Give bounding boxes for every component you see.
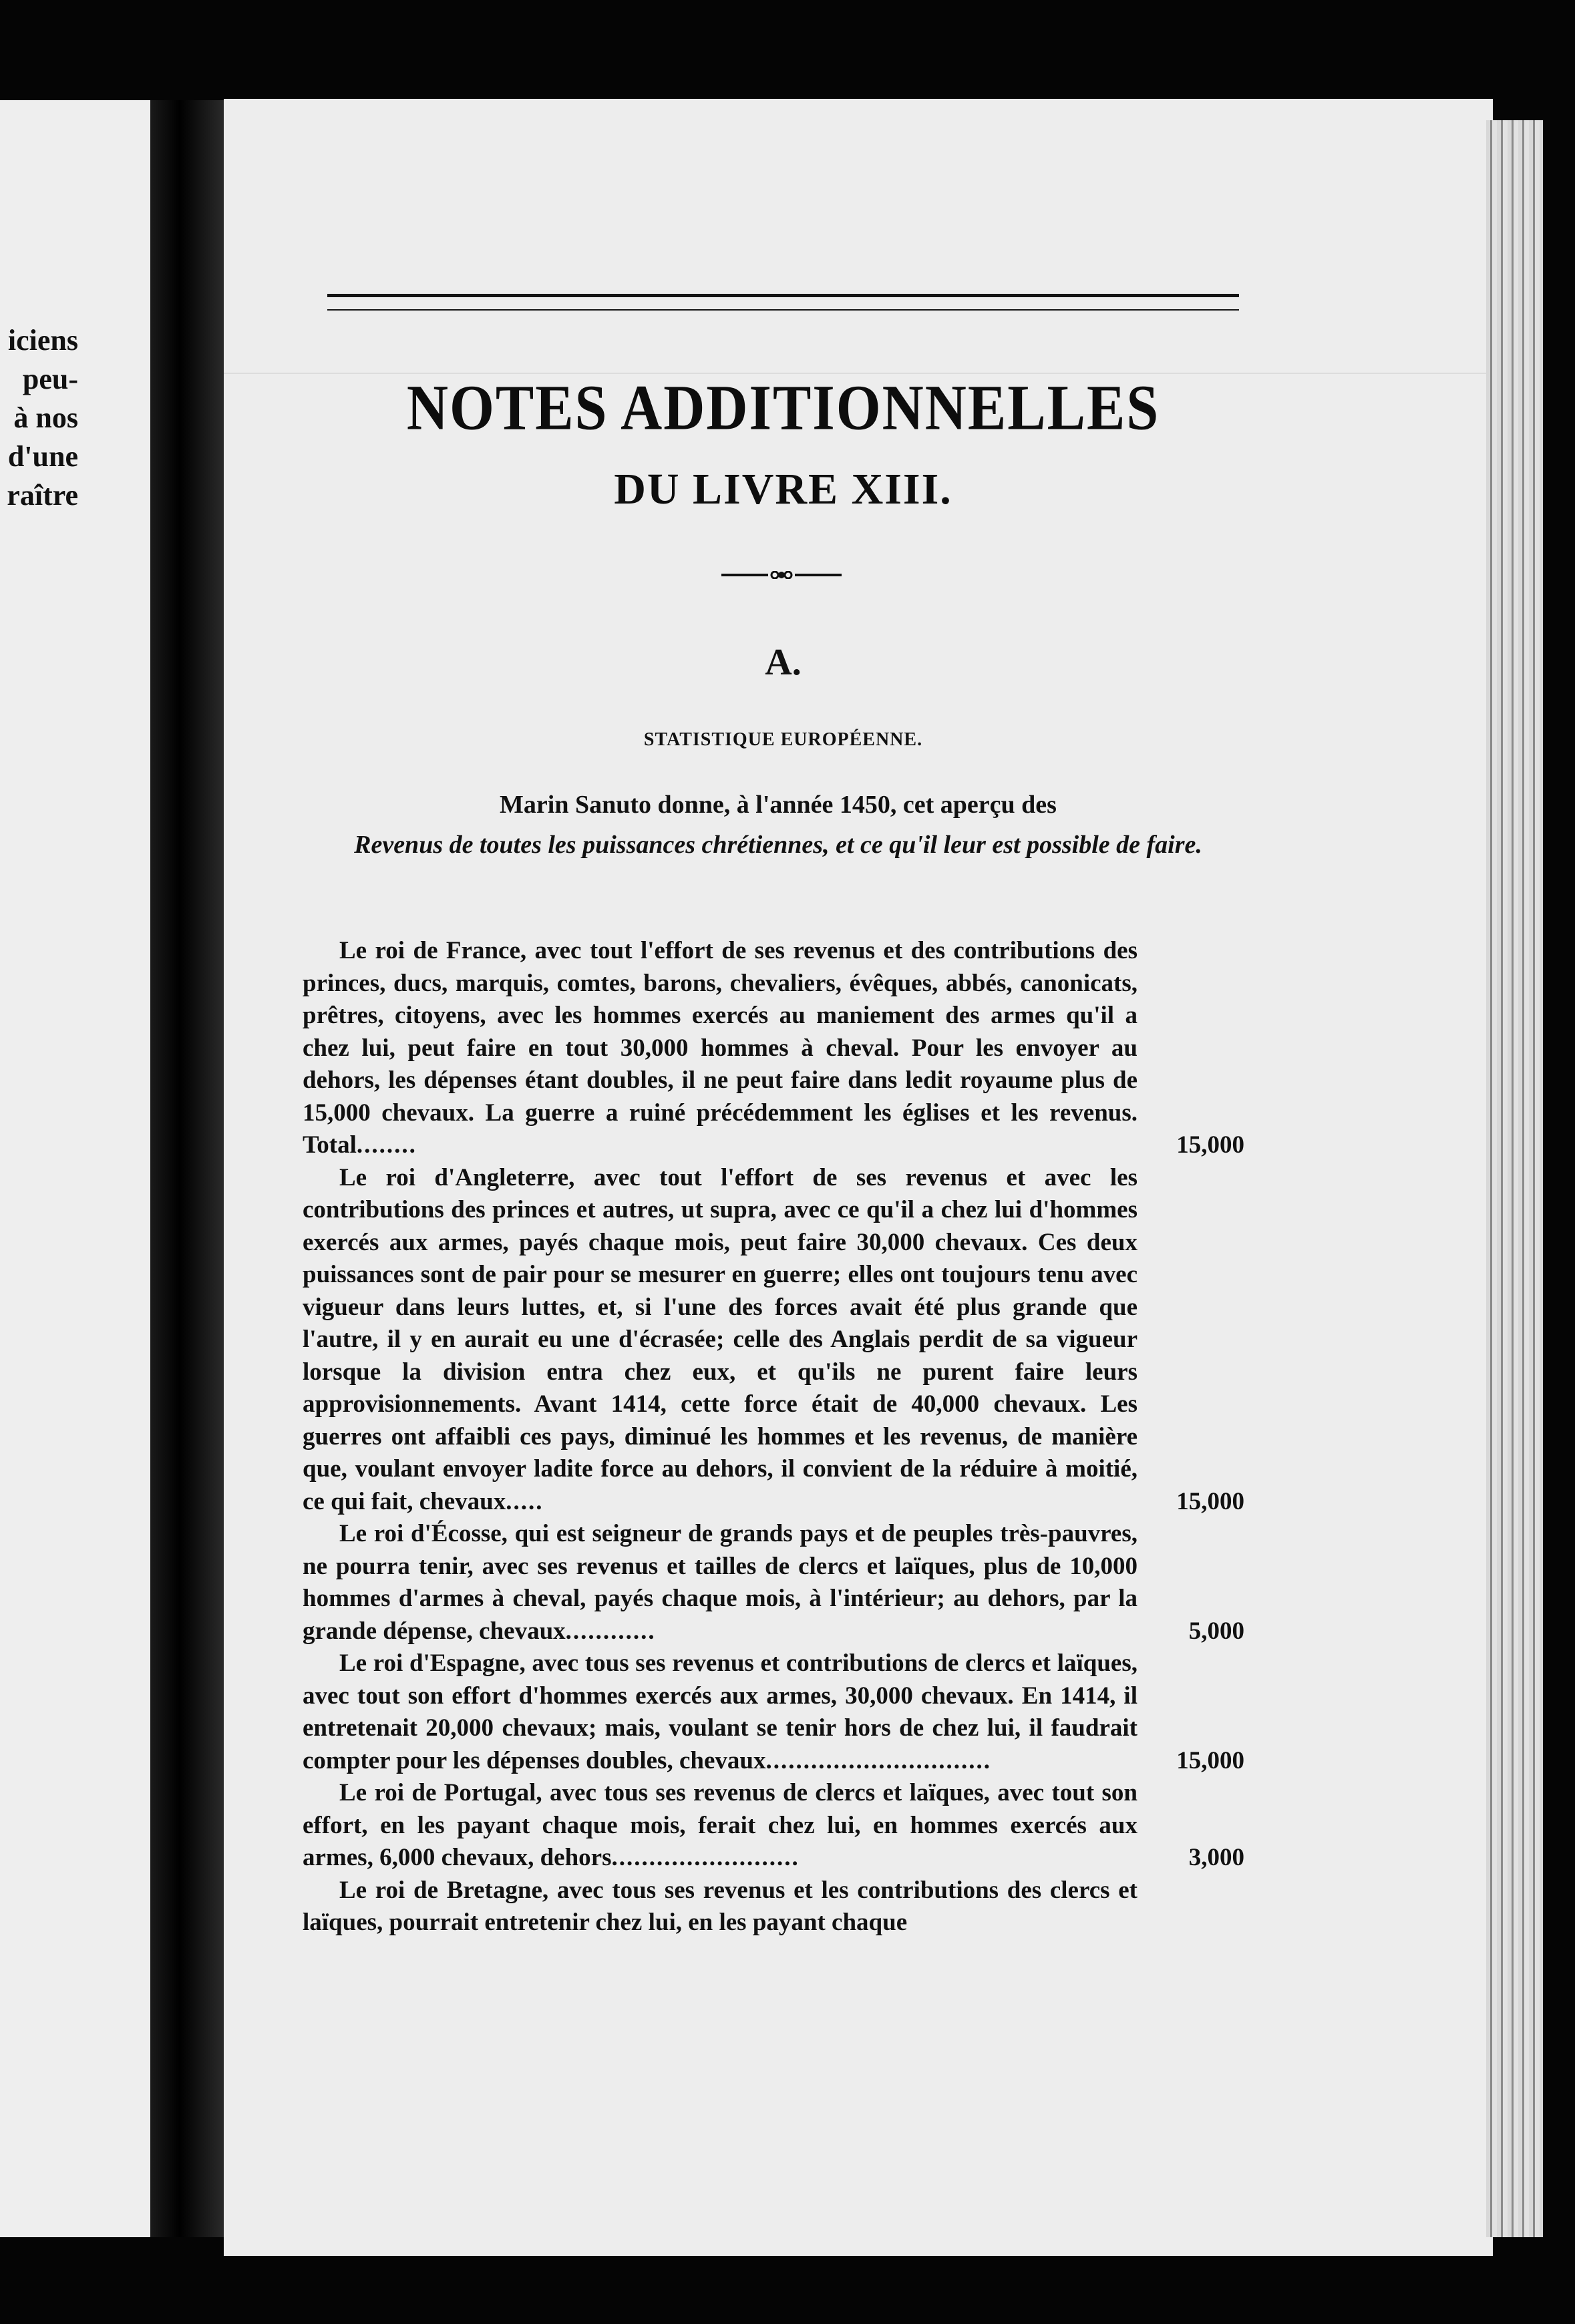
paragraph-amount: 15,000 bbox=[1176, 1131, 1244, 1159]
paragraph-espagne: Le roi d'Espagne, avec tous ses revenus et contributions de clercs et laïques, avec tout son effort d'hommes exercés aux armes, 30,000 chevaux. En 1414, il entretenait 20,000 chevaux; mais, voulant se tenir hors de chez lui, il faudrait compter pour les dépenses doubles, chevaux.............................. 15,000 bbox=[303, 1648, 1244, 1777]
paragraph-amount: 3,000 bbox=[1188, 1844, 1244, 1871]
ornament-divider bbox=[721, 571, 842, 579]
left-page-fragment: peu- bbox=[22, 363, 78, 395]
header-rule-thin bbox=[327, 309, 1239, 311]
section-letter: A. bbox=[765, 642, 802, 683]
left-page-fragment: raître bbox=[7, 479, 78, 512]
intro-line-1: Marin Sanuto donne, à l'année 1450, cet aperçu des bbox=[500, 791, 1057, 819]
previous-page bbox=[0, 100, 170, 2237]
paragraph-text: Le roi de Bretagne, avec tous ses revenus et les contributions des clercs et laïques, pourrait entretenir chez lui, en les payant chaque bbox=[303, 1876, 1138, 1936]
paragraph-bretagne bbox=[303, 1875, 1244, 1939]
paragraph-text: Le roi d'Angleterre, avec tout l'effort de ses revenus et avec les contributions des princes et autres, ut supra, avec ce qu'il a chez lui d'hommes exercés aux armes, payés chaque mois, peut faire 30,000 chevaux. Ces deux puissances sont de pair pour se mesurer en guerre; elles ont toujours tenu avec vigueur dans leurs luttes, et, si l'une des forces avait été plus grande que l'autre, il y en aurait eu une d'écrasée; celle des Anglais perdit de sa vigueur lorsque la division entra chez eux, et qu'ils ne purent faire leurs approvisionnements. Avant 1414, cette force était de 40,000 chevaux. Les guerres ont affaibli ces pays, diminué les hommes et les revenus, de manière que, voulant envoyer ladite force au dehors, il convient de la réduire à moitié, ce qui fait, chevaux bbox=[303, 1163, 1138, 1515]
paragraph-amount: 15,000 bbox=[1176, 1746, 1244, 1774]
left-page-fragment: à nos bbox=[13, 401, 78, 434]
left-page-fragment: iciens bbox=[7, 324, 78, 357]
paragraph-text: Le roi de France, avec tout l'effort de ses revenus et des contributions des princes, ducs, marquis, comtes, barons, chevaliers, évêques, abbés, canonicats, prêtres, citoyens, avec les hommes exercés au maniement des armes qu'il a chez lui, peut faire en tout 30,000 hommes à cheval. Pour les envoyer au dehors, les dépenses étant doubles, il ne peut faire dans ledit royaume plus de 15,000 chevaux. La guerre a ruiné précédemment les églises et les revenus. Total bbox=[303, 937, 1138, 1159]
paragraph-france: Le roi de France, avec tout l'effort de ses revenus et des contributions des princes, ducs, marquis, comtes, barons, chevaliers, évêques, abbés, canonicats, prêtres, citoyens, avec les hommes exercés au maniement des armes qu'il a chez lui, peut faire en tout 30,000 hommes à cheval. Pour les envoyer au dehors, les dépenses étant doubles, il ne peut faire dans ledit royaume plus de 15,000 chevaux. La guerre a ruiné précédemment les églises et les revenus. Total........ 15,000 bbox=[303, 935, 1244, 1162]
page-subtitle: DU LIVRE XIII. bbox=[614, 465, 952, 514]
page-title: NOTES ADDITIONNELLES bbox=[406, 371, 1160, 443]
section-title: STATISTIQUE EUROPÉENNE. bbox=[643, 729, 923, 750]
left-page-fragment: d'une bbox=[7, 440, 78, 473]
paragraph-portugal: Le roi de Portugal, avec tous ses revenus de clercs et laïques, avec tout son effort, en les payant chaque mois, ferait chez lui, en hommes exercés aux armes, 6,000 chevaux, dehors......................... 3,000 bbox=[303, 1777, 1244, 1875]
intro-text bbox=[314, 785, 1242, 865]
paragraph-text: Le roi d'Écosse, qui est seigneur de grands pays et de peuples très-pauvres, ne pourra tenir, avec ses revenus et tailles de clercs et laïques, plus de 10,000 hommes d'armes à cheval, payés chaque mois, à l'intérieur; au dehors, par la grande dépense, chevaux bbox=[303, 1520, 1138, 1645]
paragraph-text: Le roi de Portugal, avec tous ses revenus de clercs et laïques, avec tout son effort, en les payant chaque mois, ferait chez lui, en hommes exercés aux armes, 6,000 chevaux, dehors bbox=[303, 1779, 1138, 1871]
paragraph-amount: 5,000 bbox=[1188, 1617, 1244, 1645]
paragraph-angleterre: Le roi d'Angleterre, avec tout l'effort de ses revenus et avec les contributions des princes et autres, ut supra, avec ce qu'il a chez lui d'hommes exercés aux armes, payés chaque mois, peut faire 30,000 chevaux. Ces deux puissances sont de pair pour se mesurer en guerre; elles ont toujours tenu avec vigueur dans leurs luttes, et, si l'une des forces avait été plus grande que l'autre, il y en aurait eu une d'écrasée; celle des Anglais perdit de sa vigueur lorsque la division entra chez eux, et qu'ils ne purent faire leurs approvisionnements. Avant 1414, cette force était de 40,000 chevaux. Les guerres ont affaibli ces pays, diminué les hommes et les revenus, de manière que, voulant envoyer ladite force au dehors, il convient de la réduire à moitié, ce qui fait, chevaux..... 15,000 bbox=[303, 1162, 1244, 1519]
paragraph-amount: 15,000 bbox=[1176, 1487, 1244, 1515]
paragraph-ecosse: Le roi d'Écosse, qui est seigneur de grands pays et de peuples très-pauvres, ne pourra tenir, avec ses revenus et tailles de clercs et laïques, plus de 10,000 hommes d'armes à cheval, payés chaque mois, à l'intérieur; au dehors, par la grande dépense, chevaux............ 5,000 bbox=[303, 1518, 1244, 1648]
header-rule bbox=[327, 294, 1239, 297]
paragraph-text: Le roi d'Espagne, avec tous ses revenus et contributions de clercs et laïques, avec tout son effort d'hommes exercés aux armes, 30,000 chevaux. En 1414, il entretenait 20,000 chevaux; mais, voulant se tenir hors de chez lui, il faudrait compter pour les dépenses doubles, chevaux bbox=[303, 1650, 1138, 1774]
intro-line-2: Revenus de toutes les puissances chrétiennes, et ce qu'il leur est possible de faire. bbox=[354, 831, 1202, 859]
page-edges bbox=[1486, 120, 1543, 2237]
book-spine bbox=[150, 100, 224, 2237]
body-text bbox=[303, 935, 1244, 1939]
